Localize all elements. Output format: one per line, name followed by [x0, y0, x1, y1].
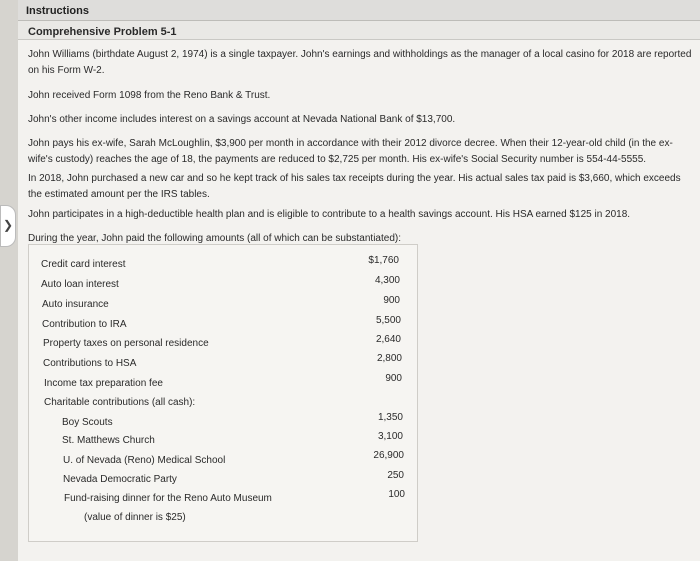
expense-label: Contribution to IRA: [42, 319, 127, 330]
problem-heading-bar: [18, 21, 700, 40]
expense-label: Auto loan interest: [41, 279, 119, 290]
expense-value: 4,300: [374, 275, 400, 286]
expense-label: Charitable contributions (all cash):: [44, 397, 196, 408]
paragraph-hsa: John participates in a high-deductible health plan and is eligible to contribute to a health savings account. His HSA earned $125 in 2018.: [28, 209, 631, 220]
paragraph-paid-amounts: During the year, John paid the following amounts (all of which can be substantiated):: [28, 233, 401, 244]
expense-value: 250: [387, 470, 404, 481]
chevron-right-icon: ❯: [3, 218, 14, 232]
expense-label: Boy Scouts: [62, 417, 113, 428]
expense-value: 26,900: [373, 450, 404, 461]
expense-value: 5,500: [375, 315, 401, 326]
expense-note: (value of dinner is $25): [84, 512, 186, 523]
expense-label: Fund-raising dinner for the Reno Auto Museum: [64, 493, 272, 504]
expense-label: U. of Nevada (Reno) Medical School: [63, 455, 226, 466]
paragraph-alimony: John pays his ex-wife, Sarah McLoughlin, $3,900 per month in accordance with their 2012 divorce decree. When their 12-year-old child (in the ex-wife's custody) reaches the age of 18, the payments are reduced to $2,725 per month. His ex-wife's Social Security number is 554-44-5555.: [28, 138, 673, 165]
expense-value: 1,350: [377, 412, 403, 423]
expense-label: Nevada Democratic Party: [63, 474, 177, 485]
paragraph-other-income: John's other income includes interest on a savings account at Nevada National Bank of $13,700.: [28, 114, 456, 125]
expense-value: 2,800: [376, 353, 402, 364]
paragraph-taxpayer: John Williams (birthdate August 2, 1974) is a single taxpayer. John's earnings and withholdings as the manager of a local casino for 2018 are reported on his Form W-2.: [28, 49, 692, 76]
expense-label: Property taxes on personal residence: [43, 338, 209, 349]
instructions-header: [18, 0, 700, 21]
expense-label: St. Matthews Church: [62, 435, 155, 446]
sidebar-toggle-tab[interactable]: [0, 205, 16, 247]
expense-label: Contributions to HSA: [43, 358, 137, 369]
expense-value: $1,760: [368, 255, 399, 266]
paragraph-sales-tax: In 2018, John purchased a new car and so he kept track of his sales tax receipts during the year. His actual sales tax paid is $3,660, which exceeds the estimated amount per the IRS tables.: [28, 173, 681, 200]
problem-heading: Comprehensive Problem 5-1: [28, 26, 177, 38]
expense-value: 2,640: [375, 334, 401, 345]
expense-label: Credit card interest: [41, 259, 126, 270]
expense-value: 900: [385, 373, 402, 384]
expenses-table: [28, 244, 418, 542]
paragraph-form-1098: John received Form 1098 from the Reno Bank & Trust.: [28, 90, 271, 101]
expense-label: Income tax preparation fee: [44, 378, 163, 389]
expense-value: 900: [383, 295, 400, 306]
expense-label: Auto insurance: [42, 299, 109, 310]
instructions-title: Instructions: [26, 5, 89, 17]
expense-value: 3,100: [377, 431, 403, 442]
expense-value: 100: [388, 489, 405, 500]
